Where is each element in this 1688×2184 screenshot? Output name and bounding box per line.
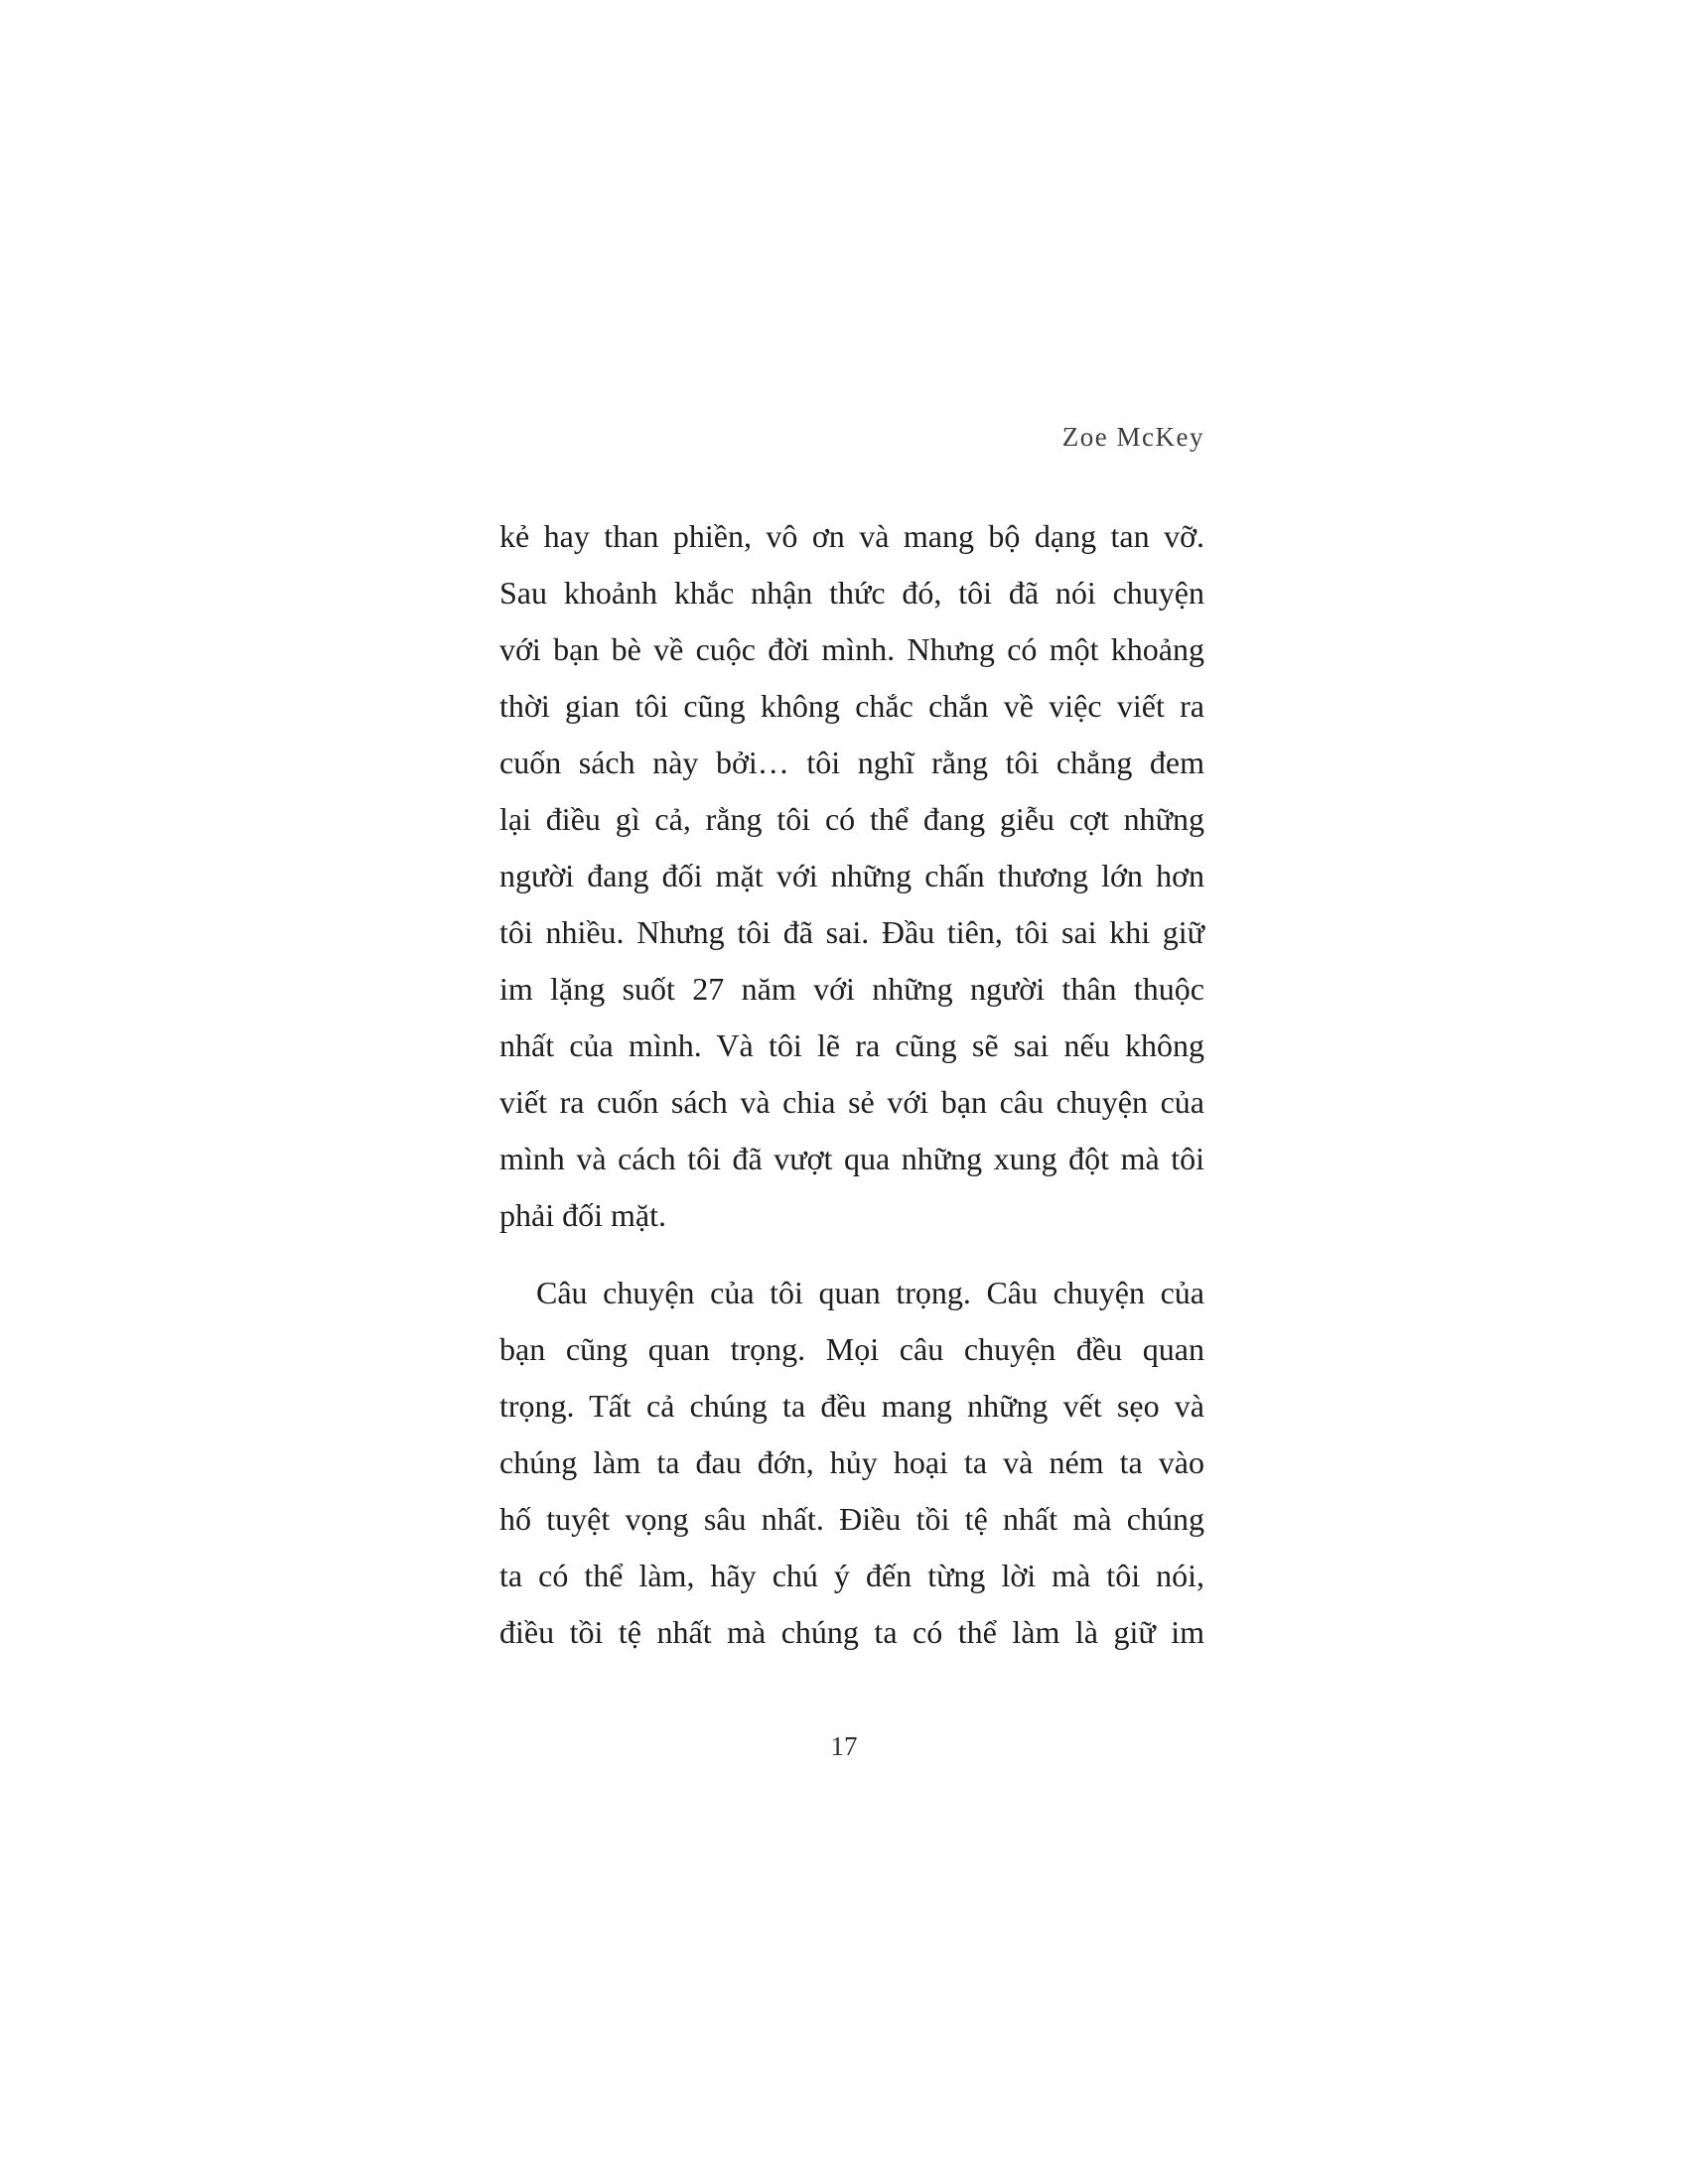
text-line: chúng làm ta đau đớn, hủy hoại ta và ném ta vào: [499, 1444, 1204, 1480]
text-line: ta có thể làm, hãy chú ý đến từng lời mà tôi nói,: [499, 1558, 1204, 1593]
text-line: Sau khoảnh khắc nhận thức đó, tôi đã nói chuyện: [499, 575, 1204, 611]
paragraph: [499, 508, 1204, 1244]
text-line: thời gian tôi cũng không chắc chắn về việc viết ra: [499, 688, 1204, 724]
text-line: với bạn bè về cuộc đời mình. Nhưng có một khoảng: [499, 631, 1204, 667]
text-line: tôi nhiều. Nhưng tôi đã sai. Đầu tiên, tôi sai khi giữ: [499, 914, 1204, 950]
text-line: điều tồi tệ nhất mà chúng ta có thể làm là giữ im: [499, 1614, 1204, 1650]
text-line: nhất của mình. Và tôi lẽ ra cũng sẽ sai nếu không: [499, 1027, 1204, 1063]
paragraph: [499, 1265, 1204, 1661]
text-line: mình và cách tôi đã vượt qua những xung đột mà tôi: [499, 1141, 1204, 1176]
text-line: cuốn sách này bởi… tôi nghĩ rằng tôi chẳng đem: [499, 745, 1204, 780]
text-line: kẻ hay than phiền, vô ơn và mang bộ dạng tan vỡ.: [499, 518, 1204, 554]
text-line: lại điều gì cả, rằng tôi có thể đang giễu cợt những: [499, 801, 1204, 837]
text-line: Câu chuyện của tôi quan trọng. Câu chuyện của: [536, 1275, 1204, 1310]
text-line: trọng. Tất cả chúng ta đều mang những vết sẹo và: [499, 1388, 1204, 1424]
text-line: phải đối mặt.: [499, 1197, 666, 1233]
text-line: hố tuyệt vọng sâu nhất. Điều tồi tệ nhất mà chúng: [499, 1501, 1204, 1537]
text-line: người đang đối mặt với những chấn thương lớn hơn: [499, 858, 1204, 893]
body-text: [499, 508, 1204, 1661]
text-line: bạn cũng quan trọng. Mọi câu chuyện đều quan: [499, 1331, 1204, 1367]
running-head-author: Zoe McKey: [1061, 422, 1204, 452]
text-line: viết ra cuốn sách và chia sẻ với bạn câu chuyện của: [499, 1084, 1204, 1120]
text-line: im lặng suốt 27 năm với những người thân thuộc: [499, 971, 1204, 1007]
page-number: 17: [830, 1731, 858, 1761]
